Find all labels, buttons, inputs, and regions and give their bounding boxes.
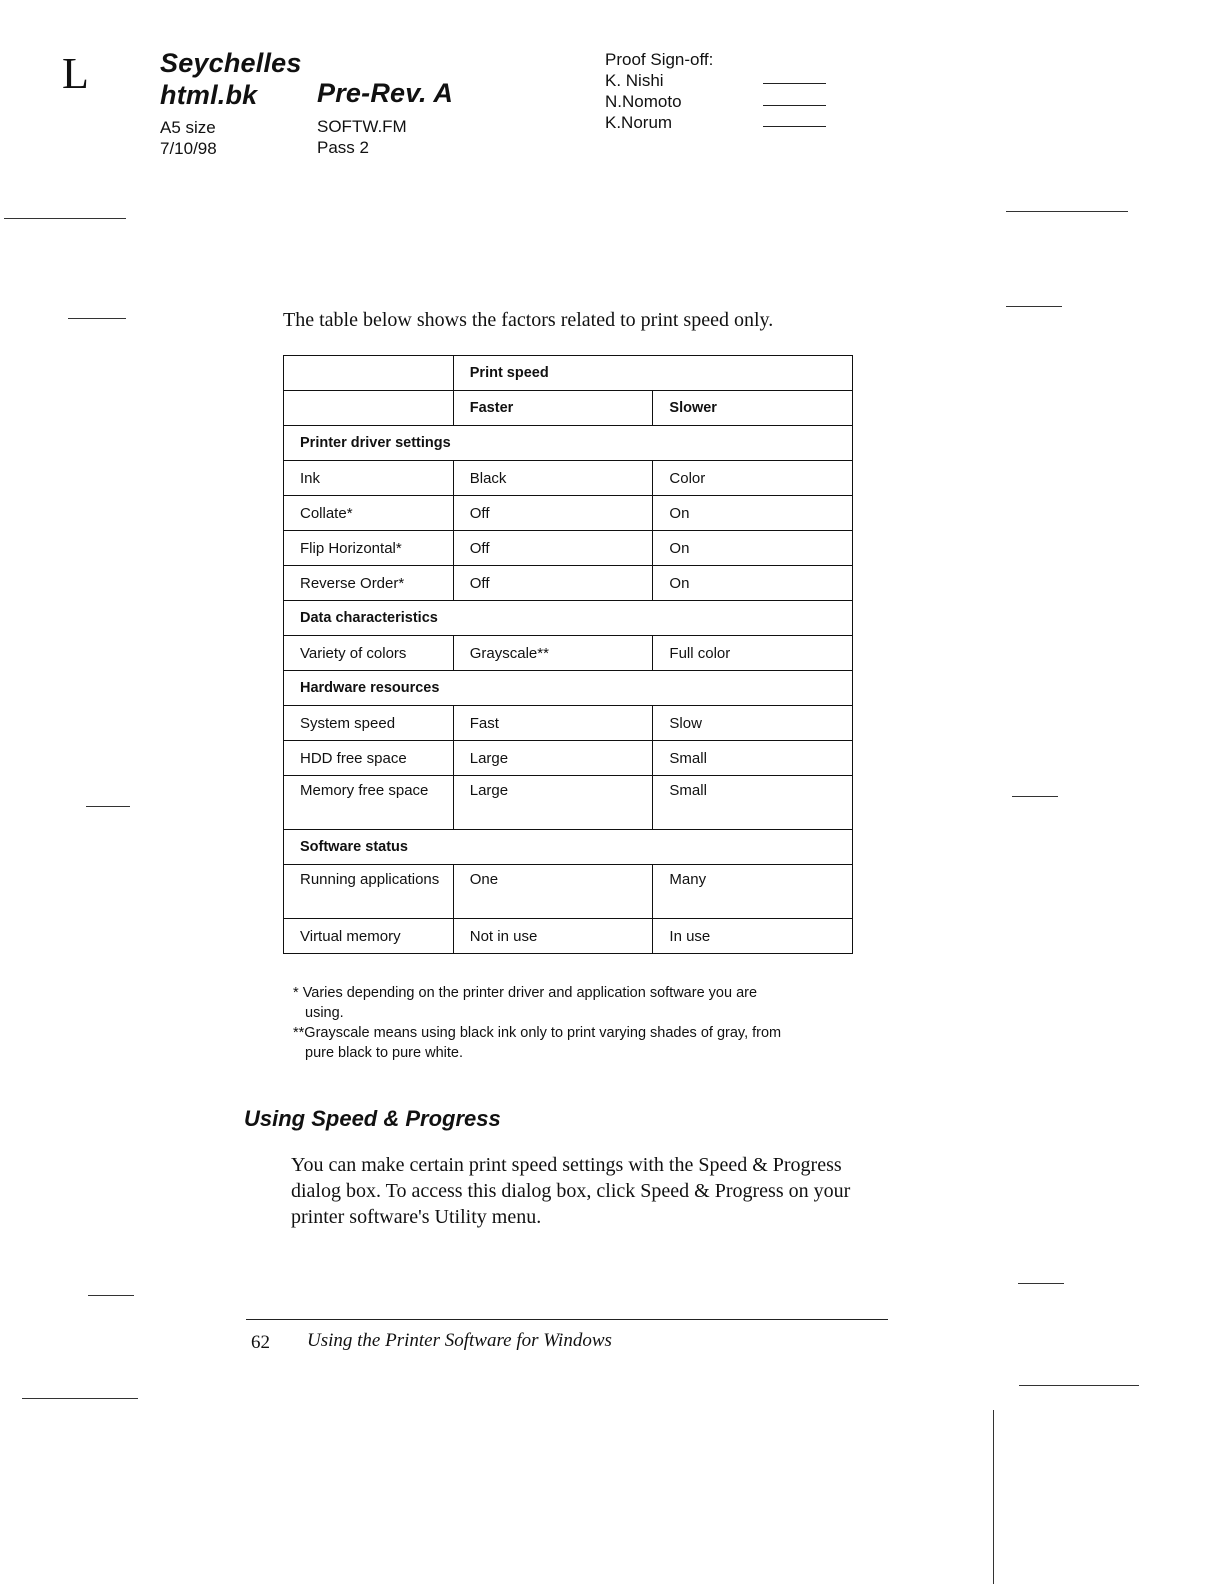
table-row: [284, 776, 853, 830]
section-row: [284, 830, 853, 865]
faster-cell: Large: [453, 776, 653, 830]
margin-mark: [88, 1295, 134, 1296]
faster-cell: Grayscale**: [453, 636, 653, 671]
footnote-text: Varies depending on the printer driver and application software you are: [302, 985, 758, 1001]
section-row: [284, 671, 853, 706]
faster-header: Faster: [453, 391, 653, 426]
margin-mark: [1012, 796, 1058, 797]
document-date: 7/10/98: [160, 139, 217, 158]
margin-mark: [1019, 1385, 1139, 1386]
faster-cell: Black: [453, 461, 653, 496]
table-row: [284, 496, 853, 531]
section-title: Printer driver settings: [284, 426, 853, 461]
footnotes: [293, 983, 883, 1063]
pass-label: Pass 2: [317, 138, 369, 157]
footnote-1: [293, 983, 883, 1003]
chapter-title: Using the Printer Software for Windows: [307, 1330, 612, 1351]
slower-cell: Small: [653, 741, 853, 776]
factor-cell: Collate*: [284, 496, 454, 531]
faster-cell: Off: [453, 566, 653, 601]
footnote-text: Grayscale means using black ink only to print varying shades of gray, from: [304, 1025, 782, 1041]
slower-header: Slower: [653, 391, 853, 426]
slower-cell: Slow: [653, 706, 853, 741]
table-row: [284, 636, 853, 671]
page-size: A5 size: [160, 118, 216, 137]
table-row: [284, 919, 853, 954]
proof-name-3: K.Norum: [605, 113, 673, 132]
factor-cell: Variety of colors: [284, 636, 454, 671]
factor-cell: System speed: [284, 706, 454, 741]
book-name: Seychelles: [160, 48, 302, 78]
footnote-2: [293, 1023, 883, 1043]
signoff-line-3: [763, 126, 826, 127]
slower-cell: Full color: [653, 636, 853, 671]
factor-cell: Running applications: [284, 865, 454, 919]
margin-mark: [68, 318, 126, 319]
table-subheader-row: [284, 391, 853, 426]
table-row: [284, 741, 853, 776]
empty-header-cell: [284, 356, 454, 391]
footnote-mark: **: [293, 1025, 305, 1041]
page-number: 62: [251, 1332, 270, 1353]
faster-cell: Off: [453, 531, 653, 566]
body-paragraph: You can make certain print speed settings with the Speed & Progress dialog box. To access this dialog box, click Speed & Progress on your printer software's Utility menu.: [291, 1154, 851, 1228]
margin-letter: L: [62, 49, 89, 98]
section-title: Data characteristics: [284, 601, 853, 636]
faster-cell: Fast: [453, 706, 653, 741]
table-row: [284, 706, 853, 741]
source-file: SOFTW.FM: [317, 117, 407, 136]
slower-cell: On: [653, 531, 853, 566]
intro-text: The table below shows the factors related to print speed only.: [283, 309, 774, 331]
slower-cell: In use: [653, 919, 853, 954]
factor-cell: Reverse Order*: [284, 566, 454, 601]
file-name: html.bk: [160, 80, 258, 110]
faster-cell: Off: [453, 496, 653, 531]
proof-name-1: K. Nishi: [605, 71, 664, 90]
signoff-line-2: [763, 105, 826, 106]
proof-name-2: N.Nomoto: [605, 92, 682, 111]
faster-cell: One: [453, 865, 653, 919]
section-title: Software status: [284, 830, 853, 865]
factor-cell: HDD free space: [284, 741, 454, 776]
proof-title: Proof Sign-off:: [605, 50, 714, 69]
factor-cell: Virtual memory: [284, 919, 454, 954]
section-row: [284, 426, 853, 461]
slower-cell: On: [653, 566, 853, 601]
margin-mark: [86, 806, 130, 807]
margin-mark: [4, 218, 126, 219]
margin-mark: [1006, 211, 1128, 212]
margin-vertical-line: [993, 1410, 994, 1584]
table-row: [284, 566, 853, 601]
factor-cell: Ink: [284, 461, 454, 496]
faster-cell: Not in use: [453, 919, 653, 954]
margin-mark: [22, 1398, 138, 1399]
section-heading: Using Speed & Progress: [244, 1106, 501, 1131]
footer-rule: [246, 1319, 888, 1320]
footnote-text-cont: using.: [305, 1005, 344, 1021]
slower-cell: Small: [653, 776, 853, 830]
revision-label: Pre-Rev. A: [317, 78, 454, 108]
slower-cell: Many: [653, 865, 853, 919]
proof-signoff: [605, 49, 713, 133]
footnote-text-cont: pure black to pure white.: [305, 1045, 463, 1061]
print-speed-table: [283, 355, 853, 954]
slower-cell: Color: [653, 461, 853, 496]
faster-cell: Large: [453, 741, 653, 776]
section-title: Hardware resources: [284, 671, 853, 706]
table-row: [284, 531, 853, 566]
signoff-line-1: [763, 83, 826, 84]
slower-cell: On: [653, 496, 853, 531]
factor-cell: Memory free space: [284, 776, 454, 830]
margin-mark: [1006, 306, 1062, 307]
empty-header-cell: [284, 391, 454, 426]
factor-cell: Flip Horizontal*: [284, 531, 454, 566]
table-header-row: [284, 356, 853, 391]
margin-mark: [1018, 1283, 1064, 1284]
table-row: [284, 461, 853, 496]
print-speed-header: Print speed: [453, 356, 852, 391]
table-row: [284, 865, 853, 919]
section-row: [284, 601, 853, 636]
footnote-mark: *: [293, 985, 299, 1001]
